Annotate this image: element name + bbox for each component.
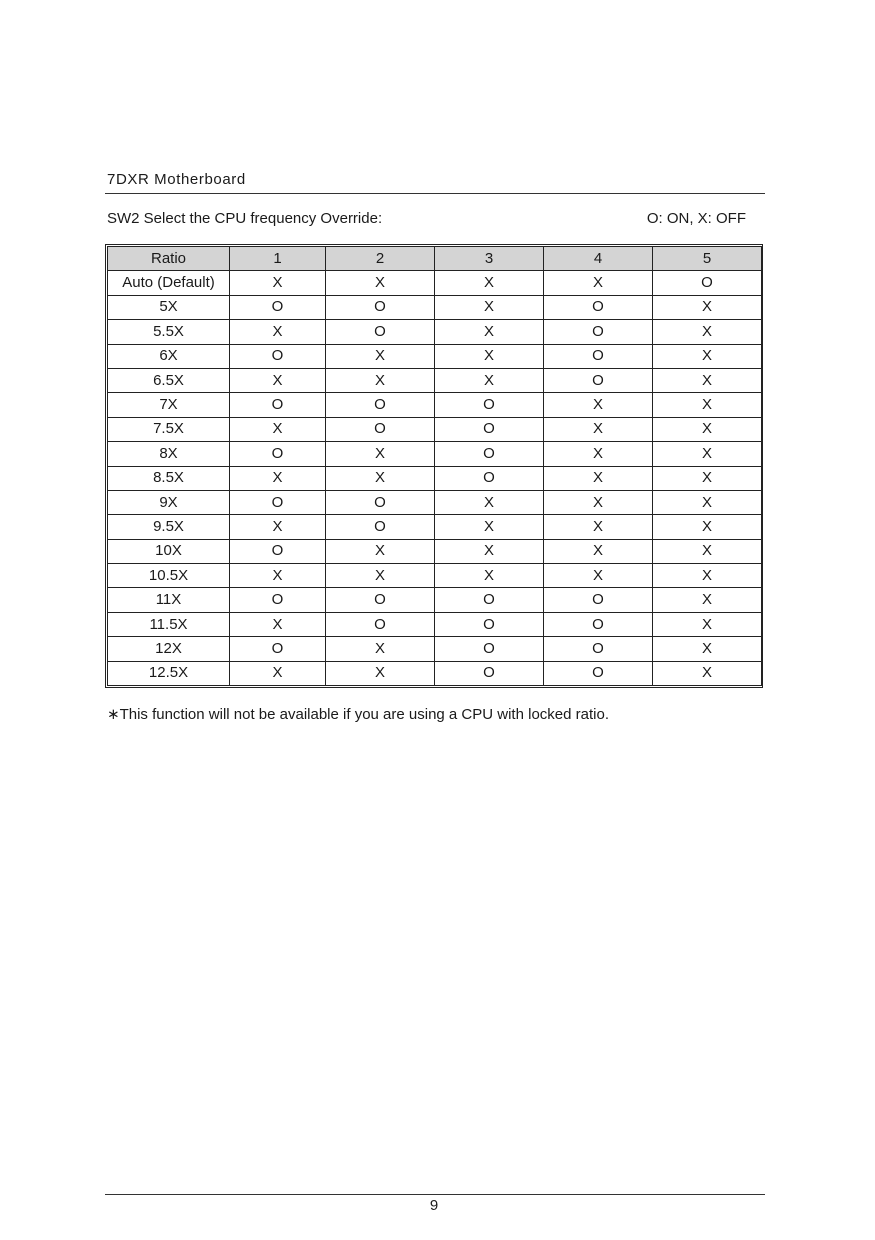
switch-state-cell: X bbox=[653, 320, 762, 344]
switch-state-cell: O bbox=[230, 539, 326, 563]
column-header-switch-3: 3 bbox=[435, 247, 544, 271]
switch-state-cell: O bbox=[326, 417, 435, 441]
switch-state-cell: X bbox=[326, 466, 435, 490]
switch-state-cell: X bbox=[230, 320, 326, 344]
switch-state-cell: O bbox=[653, 271, 762, 295]
switch-state-cell: X bbox=[653, 515, 762, 539]
table-row bbox=[108, 271, 762, 295]
switch-state-cell: X bbox=[230, 661, 326, 685]
page-header-title: 7DXR Motherboard bbox=[107, 171, 246, 188]
switch-state-cell: X bbox=[435, 271, 544, 295]
switch-state-cell: O bbox=[435, 612, 544, 636]
ratio-cell: 6X bbox=[108, 344, 230, 368]
switch-state-cell: X bbox=[544, 393, 653, 417]
switch-state-cell: X bbox=[230, 515, 326, 539]
switch-state-cell: X bbox=[326, 344, 435, 368]
switch-state-cell: O bbox=[544, 661, 653, 685]
switch-state-cell: X bbox=[653, 539, 762, 563]
switch-state-cell: X bbox=[326, 442, 435, 466]
switch-state-cell: O bbox=[435, 466, 544, 490]
ratio-cell: 12X bbox=[108, 637, 230, 661]
ratio-cell: 5.5X bbox=[108, 320, 230, 344]
footer-divider bbox=[105, 1194, 765, 1195]
switch-state-cell: O bbox=[230, 588, 326, 612]
switch-legend: O: ON, X: OFF bbox=[646, 210, 746, 227]
table-row bbox=[108, 417, 762, 441]
switch-state-cell: X bbox=[326, 564, 435, 588]
ratio-cell: 8X bbox=[108, 442, 230, 466]
table-row bbox=[108, 637, 762, 661]
switch-state-cell: O bbox=[544, 637, 653, 661]
table-row bbox=[108, 320, 762, 344]
switch-state-cell: O bbox=[326, 295, 435, 319]
switch-state-cell: O bbox=[435, 637, 544, 661]
ratio-cell: 7X bbox=[108, 393, 230, 417]
switch-state-cell: X bbox=[544, 442, 653, 466]
table-row bbox=[108, 466, 762, 490]
switch-state-cell: X bbox=[653, 612, 762, 636]
switch-state-cell: X bbox=[544, 515, 653, 539]
table-row bbox=[108, 564, 762, 588]
switch-state-cell: X bbox=[435, 539, 544, 563]
switch-state-cell: X bbox=[435, 515, 544, 539]
switch-state-cell: X bbox=[435, 320, 544, 344]
ratio-cell: 7.5X bbox=[108, 417, 230, 441]
ratio-cell: Auto (Default) bbox=[108, 271, 230, 295]
switch-state-cell: X bbox=[435, 295, 544, 319]
table-row bbox=[108, 442, 762, 466]
ratio-cell: 11.5X bbox=[108, 612, 230, 636]
switch-state-cell: O bbox=[326, 515, 435, 539]
switch-state-cell: O bbox=[326, 393, 435, 417]
locked-ratio-note: ∗This function will not be available if you are using a CPU with locked ratio. bbox=[107, 706, 609, 723]
page-number: 9 bbox=[429, 1197, 439, 1214]
switch-state-cell: X bbox=[326, 271, 435, 295]
switch-state-cell: O bbox=[435, 442, 544, 466]
switch-state-cell: O bbox=[326, 490, 435, 514]
switch-state-cell: O bbox=[544, 368, 653, 392]
switch-state-cell: O bbox=[435, 417, 544, 441]
switch-state-cell: O bbox=[326, 320, 435, 344]
table-row bbox=[108, 612, 762, 636]
ratio-cell: 5X bbox=[108, 295, 230, 319]
ratio-table-frame bbox=[105, 244, 763, 688]
switch-state-cell: X bbox=[653, 417, 762, 441]
switch-state-cell: X bbox=[653, 442, 762, 466]
switch-state-cell: X bbox=[653, 588, 762, 612]
switch-state-cell: X bbox=[653, 661, 762, 685]
switch-state-cell: X bbox=[653, 490, 762, 514]
switch-state-cell: O bbox=[230, 393, 326, 417]
ratio-cell: 12.5X bbox=[108, 661, 230, 685]
switch-state-cell: O bbox=[435, 661, 544, 685]
table-row bbox=[108, 661, 762, 685]
switch-state-cell: O bbox=[435, 393, 544, 417]
switch-state-cell: X bbox=[326, 368, 435, 392]
ratio-cell: 8.5X bbox=[108, 466, 230, 490]
switch-state-cell: X bbox=[230, 368, 326, 392]
switch-state-cell: O bbox=[230, 344, 326, 368]
table-row bbox=[108, 368, 762, 392]
switch-state-cell: X bbox=[653, 295, 762, 319]
ratio-table bbox=[107, 246, 762, 686]
switch-state-cell: X bbox=[544, 539, 653, 563]
header-divider bbox=[105, 193, 765, 194]
switch-state-cell: X bbox=[653, 564, 762, 588]
switch-state-cell: X bbox=[435, 344, 544, 368]
switch-state-cell: X bbox=[544, 417, 653, 441]
table-header-row bbox=[108, 247, 762, 271]
table-row bbox=[108, 295, 762, 319]
switch-state-cell: X bbox=[653, 344, 762, 368]
switch-state-cell: X bbox=[326, 637, 435, 661]
switch-state-cell: X bbox=[230, 564, 326, 588]
table-row bbox=[108, 588, 762, 612]
switch-state-cell: X bbox=[230, 466, 326, 490]
switch-state-cell: X bbox=[653, 393, 762, 417]
table-row bbox=[108, 393, 762, 417]
switch-state-cell: O bbox=[230, 295, 326, 319]
switch-state-cell: X bbox=[435, 490, 544, 514]
switch-state-cell: X bbox=[653, 368, 762, 392]
column-header-switch-2: 2 bbox=[326, 247, 435, 271]
switch-state-cell: X bbox=[653, 637, 762, 661]
switch-state-cell: X bbox=[653, 466, 762, 490]
table-row bbox=[108, 515, 762, 539]
switch-state-cell: O bbox=[326, 588, 435, 612]
switch-state-cell: X bbox=[230, 271, 326, 295]
switch-state-cell: X bbox=[544, 564, 653, 588]
ratio-cell: 9X bbox=[108, 490, 230, 514]
switch-state-cell: O bbox=[544, 320, 653, 344]
table-row bbox=[108, 490, 762, 514]
ratio-cell: 6.5X bbox=[108, 368, 230, 392]
switch-state-cell: O bbox=[544, 588, 653, 612]
column-header-switch-4: 4 bbox=[544, 247, 653, 271]
column-header-ratio: Ratio bbox=[108, 247, 230, 271]
switch-state-cell: X bbox=[435, 368, 544, 392]
table-row bbox=[108, 539, 762, 563]
ratio-cell: 9.5X bbox=[108, 515, 230, 539]
ratio-cell: 10.5X bbox=[108, 564, 230, 588]
switch-state-cell: X bbox=[326, 661, 435, 685]
switch-state-cell: X bbox=[544, 466, 653, 490]
switch-state-cell: O bbox=[544, 344, 653, 368]
switch-state-cell: O bbox=[326, 612, 435, 636]
switch-state-cell: O bbox=[230, 637, 326, 661]
switch-state-cell: X bbox=[435, 564, 544, 588]
section-heading: SW2 Select the CPU frequency Override: bbox=[107, 210, 383, 227]
switch-state-cell: X bbox=[544, 490, 653, 514]
ratio-cell: 11X bbox=[108, 588, 230, 612]
column-header-switch-5: 5 bbox=[653, 247, 762, 271]
column-header-switch-1: 1 bbox=[230, 247, 326, 271]
switch-state-cell: X bbox=[326, 539, 435, 563]
switch-state-cell: X bbox=[230, 612, 326, 636]
switch-state-cell: O bbox=[435, 588, 544, 612]
switch-state-cell: X bbox=[230, 417, 326, 441]
switch-state-cell: O bbox=[544, 612, 653, 636]
table-row bbox=[108, 344, 762, 368]
switch-state-cell: O bbox=[230, 442, 326, 466]
ratio-cell: 10X bbox=[108, 539, 230, 563]
switch-state-cell: O bbox=[544, 295, 653, 319]
switch-state-cell: X bbox=[544, 271, 653, 295]
switch-state-cell: O bbox=[230, 490, 326, 514]
